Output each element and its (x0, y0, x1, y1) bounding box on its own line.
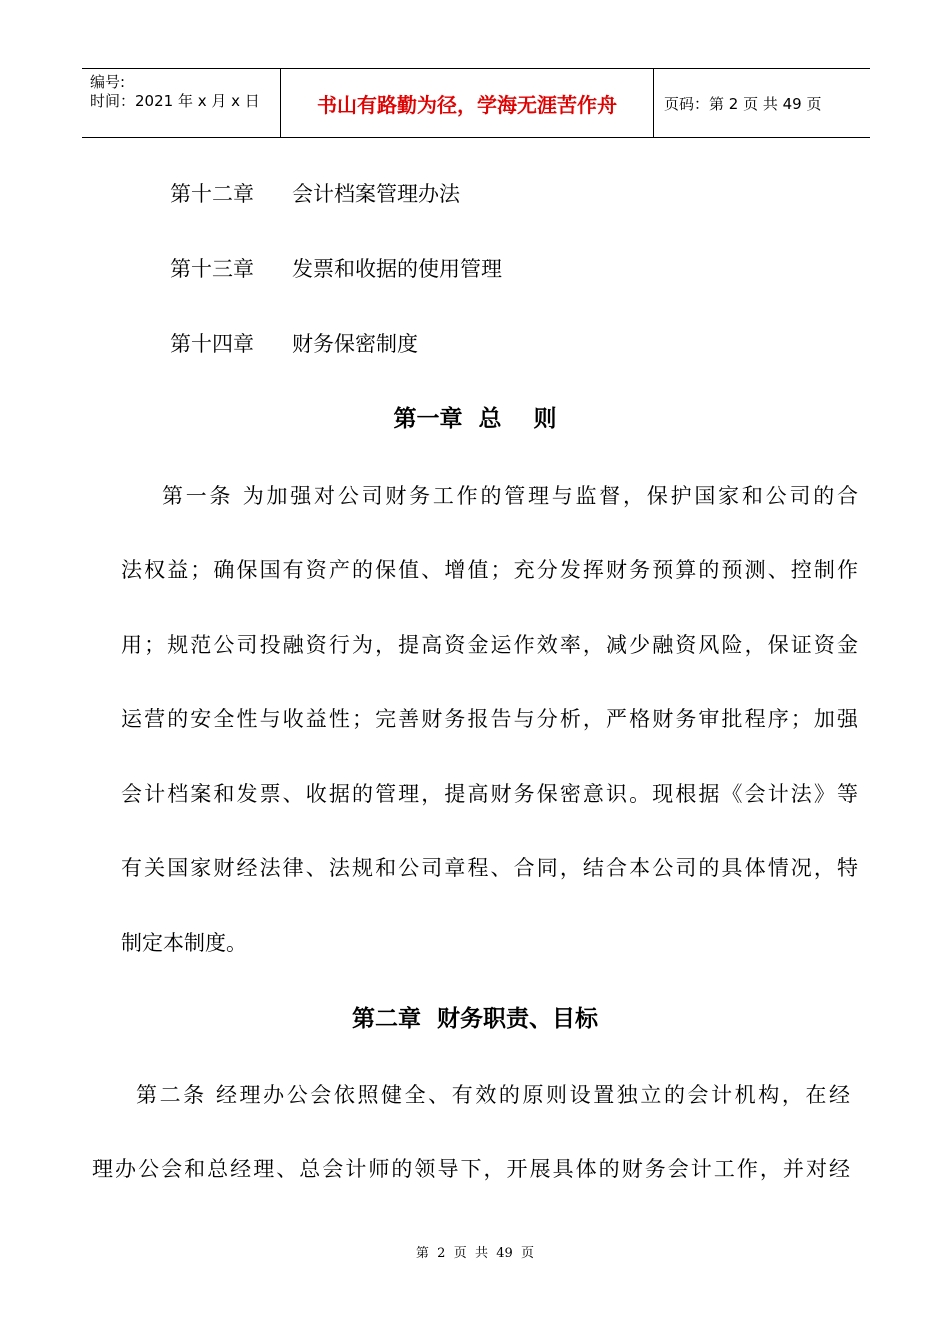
toc-chapter-number: 第十四章 (170, 332, 254, 356)
toc-item (170, 255, 502, 283)
paragraph-line: 用；规范公司投融资行为，提高资金运作效率，减少融资风险，保证资金 (121, 633, 858, 657)
header-page-info: 页码：第 2 页 共 49 页 (664, 94, 822, 113)
toc-chapter-title: 发票和收据的使用管理 (292, 257, 502, 281)
toc-chapter-number: 第十二章 (170, 182, 254, 206)
document-date-label: 时间：2021 年 x 月 x 日 (90, 92, 260, 110)
chapter-2-heading: 第二章 财务职责、目标 (351, 1006, 598, 1032)
chapter-1-heading: 第一章 总 则 (393, 406, 557, 432)
header-meta-cell (82, 69, 281, 137)
paragraph-line: 会计档案和发票、收据的管理，提高财务保密意识。现根据《会计法》等 (121, 782, 858, 806)
toc-chapter-title: 财务保密制度 (292, 332, 418, 356)
toc-item (170, 330, 418, 358)
page-footer: 第 2 页 共 49 页 (415, 1246, 535, 1261)
paragraph-line: 第一条 为加强对公司财务工作的管理与监督，保护国家和公司的合 (162, 484, 858, 508)
header-motto: 书山有路勤为径，学海无涯苦作舟 (281, 69, 654, 137)
paragraph-line: 制定本制度。 (121, 931, 247, 955)
toc-chapter-number: 第十三章 (170, 257, 254, 281)
paragraph-line: 有关国家财经法律、法规和公司章程、合同，结合本公司的具体情况，特 (121, 856, 858, 880)
paragraph-line: 第二条 经理办公会依照健全、有效的原则设置独立的会计机构，在经 (136, 1083, 850, 1107)
paragraph-line: 运营的安全性与收益性；完善财务报告与分析，严格财务审批程序；加强 (121, 707, 858, 731)
paragraph-line: 法权益；确保国有资产的保值、增值；充分发挥财务预算的预测、控制作 (121, 558, 858, 582)
paragraph-line: 理办公会和总经理、总会计师的领导下，开展具体的财务会计工作，并对经 (92, 1157, 850, 1181)
document-code-label: 编号: (90, 73, 126, 91)
page-header (82, 68, 870, 138)
toc-chapter-title: 会计档案管理办法 (292, 182, 460, 206)
toc-item (170, 180, 460, 208)
